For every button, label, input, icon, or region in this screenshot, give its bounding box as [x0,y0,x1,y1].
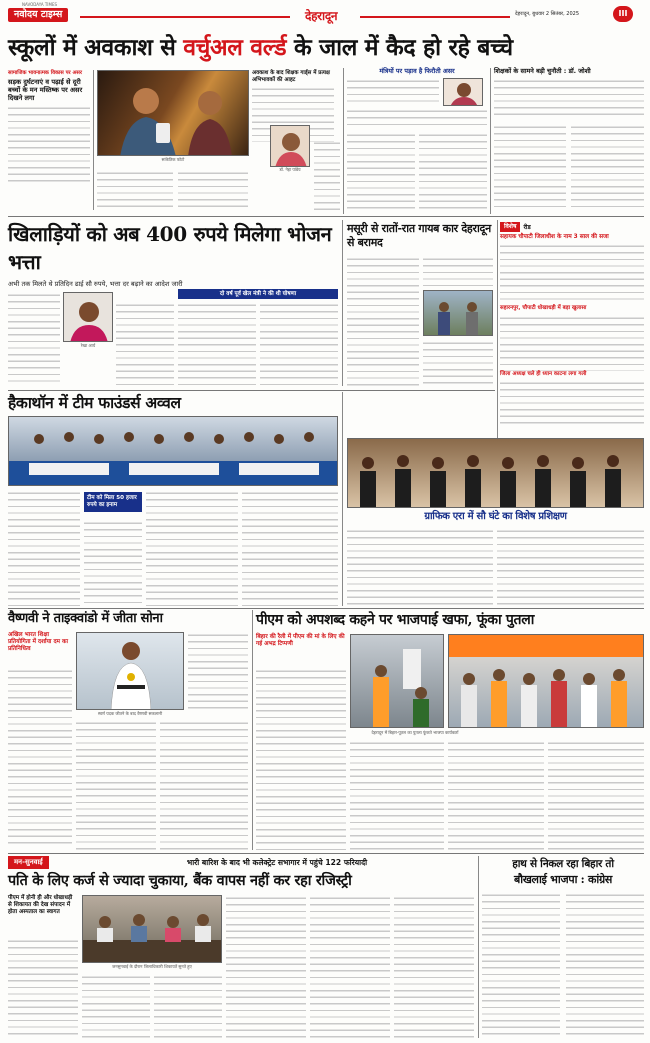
players-body-3 [178,302,256,386]
protest-image [351,635,444,728]
taekwondo-headline: वैष्णवी ने ताइक्वांडो में जीता सोना [8,611,163,626]
jansunwai-body-5 [310,895,390,1038]
gold-medal-winner-image [77,633,184,710]
congress-headline-1: हाथ से निकल रहा बिहार तो [512,858,614,870]
jansunwai-tag: मन-सुनवाई [8,856,49,869]
jansunwai-body-6 [394,895,474,1038]
pm-side-head: बिहार की रैली में पीएम की मां के लिए की गई अभद्र टिप्पणी [256,634,345,647]
players-body-2 [116,302,174,386]
mussoorie-body-2 [423,256,493,286]
vishesh-sub-1: सहारनपुर, चौपाटी धोखाधड़ी में बड़ा खुलासा [500,305,587,312]
players-portrait [63,292,113,342]
dialogue-section [494,68,644,214]
vishesh-label: विशेष [500,222,520,232]
lead-side-kicker: सामाजिक भावनात्मक विकास पर असर [8,70,83,76]
players-headline: खिलाड़ियों को अब 400 रुपये मिलेगा भोजन भत्ता [8,222,332,274]
city-name: देहरादून [305,9,338,23]
jansunwai-body-1 [8,938,78,1038]
taekwondo-body-1 [8,668,72,848]
lead-body-3 [314,140,340,210]
minister-body-2 [347,108,487,128]
graphic-era-body-2 [497,528,644,606]
brand-small: NAVODAYA TIMES [22,2,58,7]
taekwondo-caption: स्वर्ण पदक जीतने के बाद वैष्णवी सकलानी [97,711,163,716]
pm-headline: पीएम को अपशब्द कहने पर भाजपाई खफा, फूंका पुतला [256,612,535,628]
page-number: III [613,6,633,22]
lead-side-box [8,70,90,210]
lead-headline-highlight: वर्चुअल वर्ल्ड [183,34,287,61]
vishesh-section [500,222,644,438]
minister-section [347,68,487,214]
vishesh-body-1 [500,243,644,305]
vishesh-head: सहायक चौपाटी जिलाधीश के नाम 3 साल की सजा [500,234,609,240]
hackathon-body-3 [146,490,238,606]
vishesh-sub-2: जिला अध्यक्ष चले ही ध्यान काटना लगा गली [500,370,587,377]
jansunwai-headline: पति के लिए कर्ज से ज्यादा चुकाया, बैंक वापस नहीं कर रहा रजिस्ट्री [8,872,352,889]
pm-photo-2 [448,634,644,728]
jansunwai-body-2 [82,974,150,1038]
congress-body-2 [566,892,644,1038]
vishesh-label-row [500,222,644,232]
taekwondo-photo [76,632,184,710]
brand-logo: नवोदय टाइम्स [8,8,68,22]
congress-headline-2: बौखलाई भाजपा : कांग्रेस [514,873,612,886]
hackathon-body-2 [84,520,142,606]
dialogue-body-1 [494,78,644,120]
taekwondo-body-4 [160,720,248,850]
jansunwai-body-4 [226,895,306,1038]
lead-headline [8,34,644,62]
dialogue-body-2 [494,124,566,212]
jansunwai-side-head: पीएम में होनी ही और धोखाधड़ी से शिकायत की देख संपादन में होता अस्पताल का स्वागत [8,895,73,915]
lead-headline-part1: स्कूलों में अवकाश से [8,34,176,61]
lead-side-head: सड़क दुर्घटनाएं व पढ़ाई से दूरी बच्चों के मन मस्तिष्क पर असर दिखने लगा [8,78,83,103]
lead-mid-head: अवकाश के बाद शिक्षक गार्ड्स में प्रत्यक्ष अभिभावकों की आहट [252,70,330,83]
minister-body-4 [419,132,487,212]
team-group-image [9,417,338,486]
jansunwai-caption: जनसुनवाई के दौरान जिलाधिकारी शिकायतें सुनते हुए [112,964,192,969]
taekwondo-side-head: अखिल भारत शिक्षा प्रतियोगिता में दर्शाया दम का प्रतिनिधित्व [8,632,68,652]
taekwondo-body-3 [76,720,156,850]
graphic-era-photo [347,438,644,508]
pm-body-3 [448,740,544,850]
lead-photo-caption: सांकेतिक फोटो [161,157,185,162]
mussoorie-body-3 [423,340,493,386]
players-portrait-caption: रेखा आर्य [80,343,96,348]
lead-photo [97,70,249,156]
pm-body-1 [256,668,346,850]
pm-body-4 [548,740,644,850]
vishesh-body-2 [500,315,644,371]
lead-body-2 [178,170,248,210]
pm-body-2 [350,740,444,850]
minister-body-3 [347,132,415,212]
minister-body-1 [347,78,439,104]
minister-head: मंत्रियों पर पड़ाव है फिरौती असर [379,67,455,75]
hackathon-box: टीम को मिला 50 हजार रुपये का इनाम [84,492,142,512]
expert-portrait [270,125,310,167]
masthead-rule [80,16,290,18]
players-body-4 [260,302,338,386]
jansunwai-banner: भारी बारिश के बाद भी कलेक्ट्रेट सभागार में पहुंचे 122 फरियादी [186,858,368,867]
vishesh-label-2: रीड [523,224,531,231]
players-box: दो वर्ष पूर्व खेल मंत्री ने की थी घोषणा [178,289,338,299]
jansunwai-body-3 [154,974,222,1038]
vishesh-body-3 [500,380,644,424]
mussoorie-body-1 [347,256,419,386]
mussoorie-photo [423,290,493,336]
hackathon-headline: हैकाथॉन में टीम फाउंडर्स अव्वल [8,393,181,412]
pm-photo-1 [350,634,444,728]
protest-crowd-image [449,635,644,728]
jansunwai-photo [82,895,222,963]
graphic-era-headline: ग्राफिक एरा में सौ घंटे का विशेष प्रशिक्षण [424,511,567,522]
congress-body-1 [482,892,560,1038]
minister-portrait [443,78,483,106]
hackathon-body-4 [242,490,338,606]
lead-headline-part2: के जाल में कैद हो रहे बच्चे [294,34,513,61]
graphic-era-body-1 [347,528,493,606]
lead-body-1 [97,170,173,210]
lead-side-body [8,105,90,185]
child-with-phone-image [98,71,249,156]
taekwondo-body-2 [188,632,248,714]
players-body-1 [8,292,60,386]
dialogue-head: शिक्षकों के सामने बड़ी चुनौती : डॉ. जोशी [494,67,591,75]
expert-portrait-caption: डॉ. नेहा पांडेय [279,167,301,172]
hackathon-photo [8,416,338,486]
pm-caption: देहरादून में बिहार-पूतल का पुतला फूंकते भाजपा कार्यकर्ता [371,730,459,735]
dialogue-body-3 [571,124,644,212]
public-hearing-image [83,896,222,963]
hackathon-body-1 [8,490,80,606]
graphic-era-group-image [348,439,644,508]
mussoorie-headline: मसूरी से रातों-रात गायब कार देहरादून से बरामद [347,222,491,249]
masthead-rule-right [360,16,510,18]
date-line: देहरादून, बुधवार 2 सितंबर, 2025 [515,11,579,17]
masthead [0,0,650,30]
players-sub: अभी तक मिलते थे प्रतिदिन ढाई सौ रुपये, भत्ता दर बढ़ाने का आदेश जारी [8,280,183,288]
